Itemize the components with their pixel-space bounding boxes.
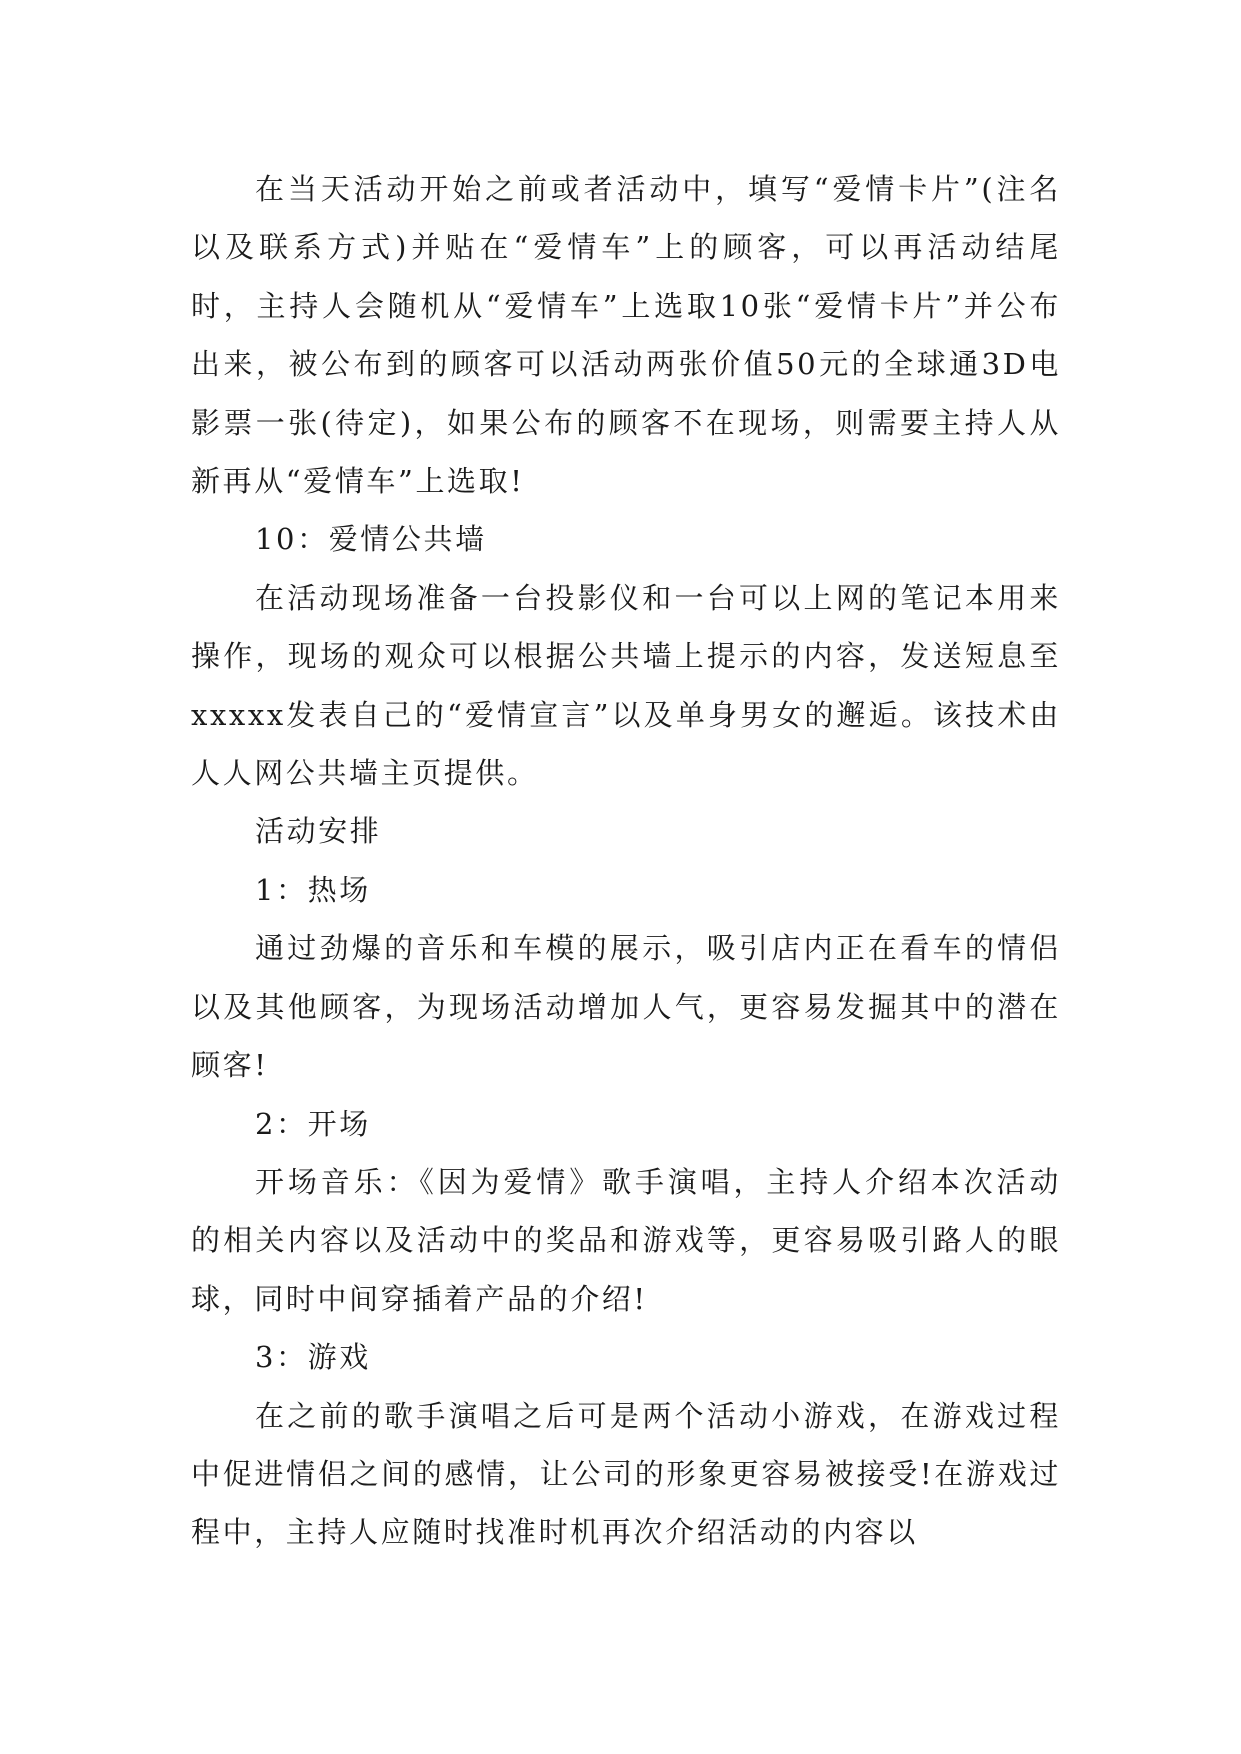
heading-warm-up: 1：热场: [255, 872, 371, 907]
document-body: [191, 160, 1061, 1562]
paragraph-opening: 开场音乐：《因为爱情》歌手演唱，主持人介绍本次活动的相关内容以及活动中的奖品和游戏等，更容易吸引路人的眼球，同时中间穿插着产品的介绍!: [191, 1164, 1061, 1316]
paragraph-games: 在之前的歌手演唱之后可是两个活动小游戏，在游戏过程中促进情侣之间的感情，让公司的形象更容易被接受!在游戏过程中，主持人应随时找准时机再次介绍活动的内容以: [191, 1398, 1061, 1550]
heading-opening: 2：开场: [255, 1106, 371, 1141]
paragraph-warm-up: 通过劲爆的音乐和车模的展示，吸引店内正在看车的情侣以及其他顾客，为现场活动增加人气，更容易发掘其中的潜在顾客!: [191, 931, 1061, 1083]
heading-games: 3：游戏: [255, 1340, 371, 1375]
heading-activity-schedule: 活动安排: [255, 814, 382, 849]
heading-love-public-wall: 10：爱情公共墙: [255, 522, 487, 557]
paragraph-love-card-draw: 在当天活动开始之前或者活动中，填写“爱情卡片”(注名以及联系方式)并贴在“爱情车”上的顾客，可以再活动结尾时，主持人会随机从“爱情车”上选取10张“爱情卡片”并公布出来，被公布到的顾客可以活动两张价值50元的全球通3D电影票一张(待定)，如果公布的顾客不在现场，则需要主持人从新再从“爱情车”上选取!: [191, 172, 1061, 499]
paragraph-public-wall-description: 在活动现场准备一台投影仪和一台可以上网的笔记本用来操作，现场的观众可以根据公共墙上提示的内容，发送短息至xxxxx发表自己的“爱情宣言”以及单身男女的邂逅。该技术由人人网公共墙主页提供。: [191, 580, 1061, 791]
